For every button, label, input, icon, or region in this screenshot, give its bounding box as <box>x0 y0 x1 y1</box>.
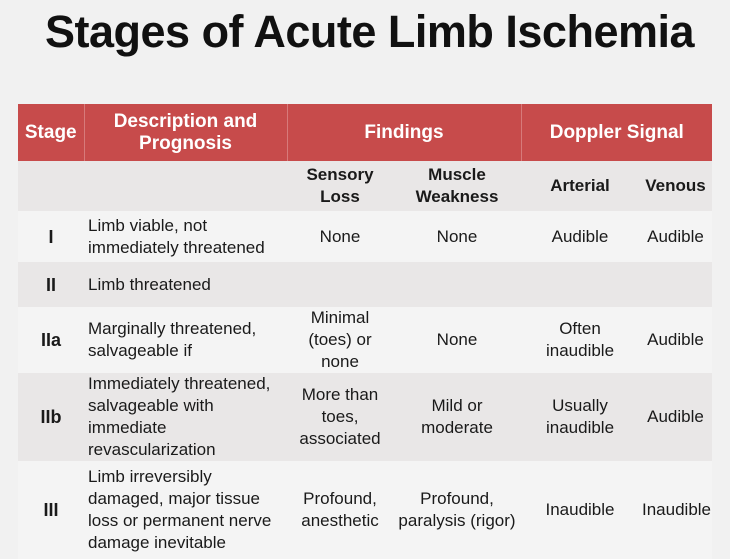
arterial-cell: Inaudible <box>521 461 639 559</box>
table-row <box>18 211 712 262</box>
venous-cell: Audible <box>639 307 712 373</box>
stage-cell: IIa <box>18 307 84 373</box>
table-row <box>18 262 712 307</box>
stage-cell: I <box>18 211 84 262</box>
venous-cell <box>639 262 712 307</box>
slide-title: Stages of Acute Limb Ischemia <box>45 6 695 57</box>
muscle-cell <box>393 262 521 307</box>
subheader-muscle: Muscle Weakness <box>393 161 521 211</box>
description-cell: Limb threatened <box>84 262 287 307</box>
header-findings: Findings <box>287 104 521 161</box>
venous-cell: Inaudible <box>639 461 712 559</box>
header-description: Description and Prognosis <box>84 104 287 161</box>
header-row <box>18 104 712 161</box>
table-row <box>18 307 712 373</box>
venous-cell: Audible <box>639 373 712 461</box>
arterial-cell <box>521 262 639 307</box>
description-cell: Limb irreversibly damaged, major tissue loss or permanent nerve damage inevitable <box>84 461 287 559</box>
sensory-cell: Profound, anesthetic <box>287 461 393 559</box>
arterial-cell: Usually inaudible <box>521 373 639 461</box>
sensory-cell: More than toes, associated <box>287 373 393 461</box>
arterial-cell: Audible <box>521 211 639 262</box>
muscle-cell: None <box>393 307 521 373</box>
sensory-cell <box>287 262 393 307</box>
stage-cell: II <box>18 262 84 307</box>
header-stage: Stage <box>18 104 84 161</box>
subheader-row <box>18 161 712 211</box>
subheader-venous: Venous <box>639 161 712 211</box>
description-cell: Immediately threatened, salvageable with immediate revascularization <box>84 373 287 461</box>
muscle-cell: Profound, paralysis (rigor) <box>393 461 521 559</box>
arterial-cell: Often inaudible <box>521 307 639 373</box>
venous-cell: Audible <box>639 211 712 262</box>
table-row <box>18 373 712 461</box>
stage-cell: IIb <box>18 373 84 461</box>
subheader-empty <box>18 161 84 211</box>
description-cell: Limb viable, not immediately threatened <box>84 211 287 262</box>
header-doppler: Doppler Signal <box>521 104 712 161</box>
muscle-cell: Mild or moderate <box>393 373 521 461</box>
table-row <box>18 461 712 559</box>
subheader-arterial: Arterial <box>521 161 639 211</box>
muscle-cell: None <box>393 211 521 262</box>
ischemia-stages-table <box>18 104 712 559</box>
sensory-cell: None <box>287 211 393 262</box>
subheader-sensory: Sensory Loss <box>287 161 393 211</box>
description-cell: Marginally threatened, salvageable if <box>84 307 287 373</box>
stage-cell: III <box>18 461 84 559</box>
sensory-cell: Minimal (toes) or none <box>287 307 393 373</box>
subheader-empty <box>84 161 287 211</box>
